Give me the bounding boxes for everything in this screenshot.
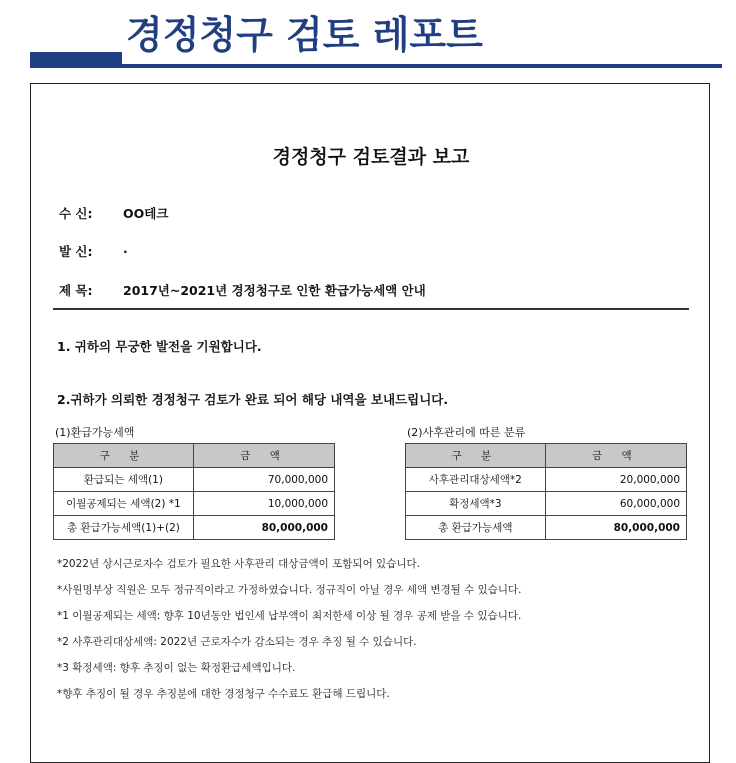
classification-table	[405, 443, 687, 540]
recipient-value: OO테크	[123, 206, 169, 221]
note-item: *2 사후관리대상세액: 2022년 근로자수가 감소되는 경우 추징 될 수 있습니다.	[57, 636, 417, 648]
column-header: 금 액	[545, 444, 686, 468]
table-header-row	[54, 444, 335, 468]
subject-row	[59, 281, 426, 299]
refund-table-caption: (1)환급가능세액	[55, 426, 135, 439]
row-label: 총 환급가능세액	[406, 516, 546, 540]
column-header: 구 분	[406, 444, 546, 468]
note-item: *향후 추징이 될 경우 추징분에 대한 경정청구 수수료도 환급해 드립니다.	[57, 688, 390, 700]
page-title: 경정청구 검토 레포트	[126, 13, 483, 57]
row-amount: 60,000,000	[545, 492, 686, 516]
row-amount: 20,000,000	[545, 468, 686, 492]
header-divider	[53, 308, 689, 310]
refund-table	[53, 443, 335, 540]
row-label: 이월공제되는 세액(2) *1	[54, 492, 194, 516]
note-item: *사원명부상 직원은 모두 정규직이라고 가정하였습니다. 정규직이 아닐 경우 세액 변경될 수 있습니다.	[57, 584, 522, 596]
classification-table-caption: (2)사후관리에 따른 분류	[407, 426, 526, 439]
note-item: *1 이월공제되는 세액: 향후 10년동안 법인세 납부액이 최저한세 이상 될 경우 공제 받을 수 있습니다.	[57, 610, 522, 622]
greeting-paragraph: 1. 귀하의 무궁한 발전을 기원합니다.	[57, 339, 262, 354]
table-total-row	[406, 516, 687, 540]
table-header-row	[406, 444, 687, 468]
table-row	[54, 492, 335, 516]
table-row	[406, 468, 687, 492]
summary-paragraph: 2.귀하가 의뢰한 경정청구 검토가 완료 되어 해당 내역을 보내드립니다.	[57, 392, 449, 407]
row-amount: 10,000,000	[193, 492, 334, 516]
row-amount: 80,000,000	[545, 516, 686, 540]
note-item: *2022년 상시근로자수 검토가 필요한 사후관리 대상금액이 포함되어 있습니다.	[57, 558, 420, 570]
note-item: *3 확정세액: 향후 추징이 없는 확정환급세액입니다.	[57, 662, 296, 674]
header-underline	[122, 64, 722, 68]
report-document	[30, 83, 710, 763]
sender-value: ·	[123, 244, 128, 259]
sender-row	[59, 242, 128, 260]
row-label: 사후관리대상세액*2	[406, 468, 546, 492]
row-label: 총 환급가능세액(1)+(2)	[54, 516, 194, 540]
row-label: 환급되는 세액(1)	[54, 468, 194, 492]
row-label: 확정세액*3	[406, 492, 546, 516]
subject-value: 2017년~2021년 경정청구로 인한 환급가능세액 안내	[123, 283, 426, 298]
table-total-row	[54, 516, 335, 540]
recipient-label: 수 신:	[59, 206, 93, 221]
table-row	[54, 468, 335, 492]
row-amount: 70,000,000	[193, 468, 334, 492]
row-amount: 80,000,000	[193, 516, 334, 540]
table-row	[406, 492, 687, 516]
column-header: 구 분	[54, 444, 194, 468]
document-title: 경정청구 검토결과 보고	[272, 146, 470, 168]
sender-label: 발 신:	[59, 244, 93, 259]
header-accent-bar	[30, 52, 122, 68]
recipient-row	[59, 204, 168, 222]
page-header	[0, 0, 736, 80]
column-header: 금 액	[193, 444, 334, 468]
subject-label: 제 목:	[59, 283, 93, 298]
